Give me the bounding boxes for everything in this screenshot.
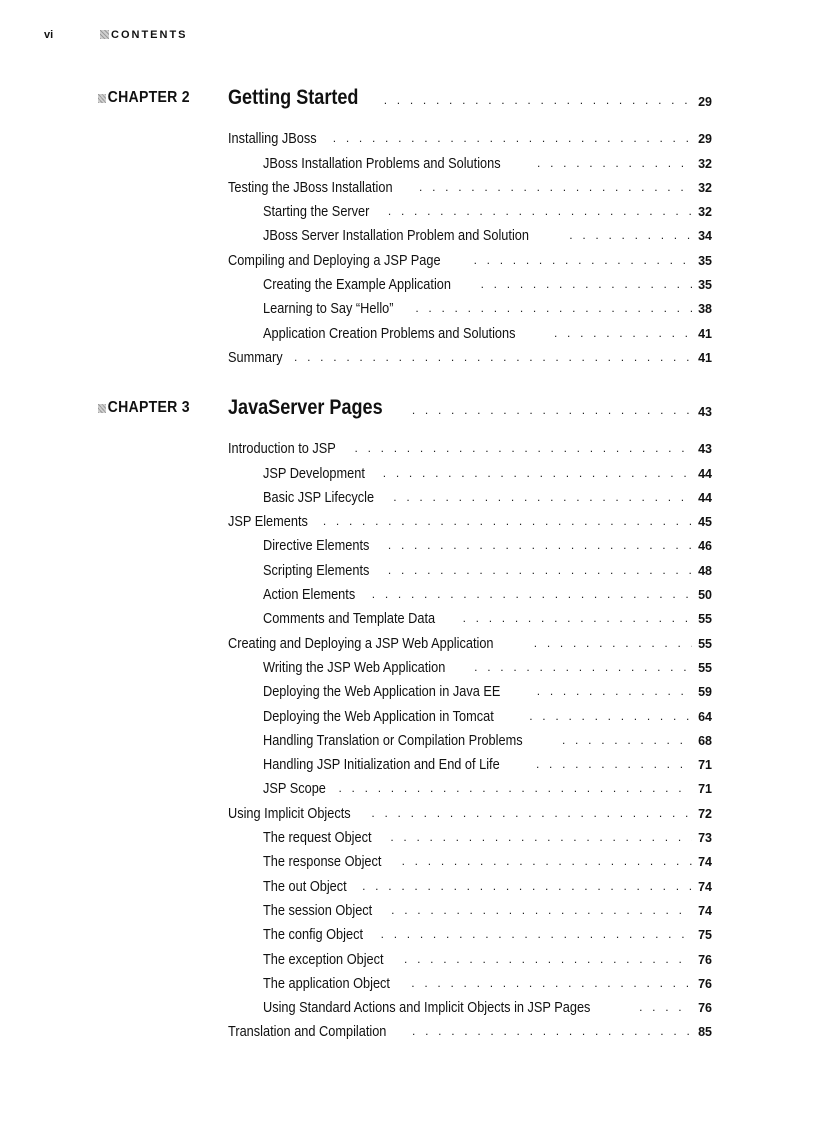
toc-entry-line (263, 700, 712, 724)
toc-entry[interactable] (98, 943, 712, 967)
toc-entry[interactable] (98, 968, 712, 992)
toc-entry-list (98, 433, 712, 1040)
toc-entry-title[interactable]: Handling JSP Initialization and End of Life (263, 757, 500, 774)
toc-entry[interactable] (98, 627, 712, 651)
toc-entry-page-number: 55 (698, 660, 712, 675)
toc-entry-title[interactable]: Creating and Deploying a JSP Web Application (228, 635, 494, 652)
dot-leader (412, 404, 692, 416)
toc-entry[interactable] (98, 797, 712, 821)
toc-entry-title[interactable]: Using Standard Actions and Implicit Objects in JSP Pages (263, 1000, 591, 1017)
toc-entry-line (263, 554, 712, 578)
dot-leader (388, 564, 692, 576)
toc-entry-page-number: 45 (698, 515, 712, 530)
toc-entry-title[interactable]: Basic JSP Lifecycle (263, 489, 375, 506)
toc-entry-line (228, 244, 712, 268)
dot-leader (371, 807, 692, 819)
toc-entry[interactable] (98, 554, 712, 578)
toc-entry-title[interactable]: Writing the JSP Web Application (263, 659, 446, 676)
toc-entry[interactable] (98, 433, 712, 457)
dot-leader (323, 515, 692, 527)
hatched-marker-icon (100, 30, 109, 39)
toc-entry-page-number: 35 (698, 253, 712, 268)
toc-entry-title[interactable]: JSP Scope (263, 781, 326, 798)
toc-entry-title[interactable]: The response Object (263, 854, 382, 871)
chapter-label-text: CHAPTER 3 (107, 399, 190, 416)
toc-entry-title[interactable]: Testing the JBoss Installation (228, 179, 393, 196)
dot-leader (372, 588, 692, 600)
toc-entry-line (263, 530, 712, 554)
toc-entry-title[interactable]: Handling Translation or Compilation Problems (263, 732, 523, 749)
toc-entry-page-number: 64 (698, 709, 712, 724)
toc-entry-title[interactable]: JSP Elements (228, 514, 308, 531)
toc-entry-line (263, 919, 712, 943)
toc-entry-page-number: 59 (698, 685, 712, 700)
toc-entry-title[interactable]: Compiling and Deploying a JSP Page (228, 252, 441, 269)
toc-entry-line (263, 147, 712, 171)
toc-entry-page-number: 76 (698, 1001, 712, 1016)
toc-entry-page-number: 44 (698, 490, 712, 505)
toc-entry-page-number: 73 (698, 831, 712, 846)
dot-leader (381, 928, 692, 940)
toc-entry-page-number: 38 (698, 302, 712, 317)
toc-entry-title[interactable]: JSP Development (263, 465, 365, 482)
toc-entry-title[interactable]: The out Object (263, 878, 347, 895)
dot-leader (390, 831, 692, 843)
toc-entry-line (228, 1016, 712, 1040)
toc-entry-line (263, 870, 712, 894)
chapter-page-number: 43 (698, 405, 712, 419)
toc-entry-line (263, 846, 712, 870)
toc-entry-title[interactable]: Scripting Elements (263, 562, 370, 579)
dot-leader (554, 327, 692, 339)
dot-leader (383, 467, 692, 479)
toc-entry-title[interactable]: JBoss Server Installation Problem and Solution (263, 228, 529, 245)
chapter-title-line (228, 84, 712, 110)
toc-entry-line (263, 676, 712, 700)
chapter-label (98, 89, 190, 107)
dot-leader (562, 734, 692, 746)
toc-entry[interactable] (98, 652, 712, 676)
toc-entry-title[interactable]: Deploying the Web Application in Tomcat (263, 708, 494, 725)
toc-entry-line (263, 269, 712, 293)
toc-entry-page-number: 44 (698, 466, 712, 481)
toc-entry-page-number: 74 (698, 903, 712, 918)
toc-entry[interactable] (98, 846, 712, 870)
toc-entry-line (263, 482, 712, 506)
dot-leader (474, 661, 692, 673)
dot-leader (384, 94, 692, 106)
toc-entry-line (263, 725, 712, 749)
chapter-title-line (228, 394, 712, 420)
dot-leader (463, 612, 692, 624)
toc-entry-page-number: 35 (698, 278, 712, 293)
dot-leader (412, 1025, 692, 1037)
dot-leader (534, 637, 692, 649)
toc-entry-title[interactable]: The config Object (263, 927, 364, 944)
toc-entry-title[interactable]: The session Object (263, 902, 373, 919)
toc-entry[interactable] (98, 342, 712, 366)
hatched-marker-icon (98, 94, 106, 103)
toc-entry[interactable] (98, 457, 712, 481)
toc-entry-page-number: 46 (698, 539, 712, 554)
chapter-section (98, 84, 712, 366)
dot-leader (536, 758, 692, 770)
toc-entry-page-number: 50 (698, 588, 712, 603)
toc-entry-line (263, 293, 712, 317)
toc-entry[interactable] (98, 293, 712, 317)
toc-entry[interactable] (98, 147, 712, 171)
toc-entry-title[interactable]: Introduction to JSP (228, 441, 336, 458)
dot-leader (391, 904, 692, 916)
toc-entry[interactable] (98, 172, 712, 196)
toc-entry-page-number: 32 (698, 180, 712, 195)
dot-leader (474, 254, 692, 266)
toc-entry-line (228, 172, 712, 196)
toc-entry-line (263, 196, 712, 220)
toc-entry-title[interactable]: Installing JBoss (228, 131, 317, 148)
toc-entry-page-number: 34 (698, 229, 712, 244)
toc-entry[interactable] (98, 870, 712, 894)
dot-leader (537, 685, 692, 697)
toc-entry-line (228, 506, 712, 530)
toc-entry[interactable] (98, 822, 712, 846)
running-title (100, 29, 188, 41)
page-number: vi (44, 29, 54, 41)
toc-entry-line (228, 342, 712, 366)
chapter-page-number: 29 (698, 95, 712, 109)
dot-leader (393, 491, 692, 503)
toc-entry-line (263, 992, 712, 1016)
toc-entry[interactable] (98, 700, 712, 724)
toc-entry[interactable] (98, 196, 712, 220)
dot-leader (355, 442, 692, 454)
toc-entry[interactable] (98, 506, 712, 530)
toc-entry[interactable] (98, 244, 712, 268)
toc-entry-line (263, 457, 712, 481)
dot-leader (388, 539, 692, 551)
toc-entry-line (263, 943, 712, 967)
toc-entry-line (263, 603, 712, 627)
toc-entry-page-number: 41 (698, 326, 712, 341)
toc-entry-page-number: 85 (698, 1025, 712, 1040)
dot-leader (294, 351, 692, 363)
toc-entry-line (263, 749, 712, 773)
dot-leader (388, 205, 692, 217)
chapter-title[interactable]: JavaServer Pages (228, 396, 383, 419)
toc-entry-page-number: 48 (698, 563, 712, 578)
toc-entry-title[interactable]: JBoss Installation Problems and Solutions (263, 155, 501, 172)
chapter-heading[interactable] (98, 394, 712, 420)
toc-entry-page-number: 72 (698, 806, 712, 821)
toc-entry-line (263, 773, 712, 797)
dot-leader (404, 953, 692, 965)
dot-leader (415, 302, 692, 314)
toc-entry-page-number: 55 (698, 636, 712, 651)
dot-leader (537, 157, 692, 169)
running-title-text: CONTENTS (111, 29, 188, 41)
toc-entry-title[interactable]: Translation and Compilation (228, 1024, 387, 1041)
dot-leader (419, 181, 692, 193)
toc-entry-title[interactable]: Deploying the Web Application in Java EE (263, 684, 501, 701)
toc-entry[interactable] (98, 269, 712, 293)
dot-leader (639, 1001, 692, 1013)
toc-entry-title[interactable]: Using Implicit Objects (228, 805, 351, 822)
toc-entry[interactable] (98, 530, 712, 554)
toc-entry[interactable] (98, 220, 712, 244)
toc-entry-title[interactable]: The request Object (263, 830, 372, 847)
toc-entry-page-number: 55 (698, 612, 712, 627)
toc-entry[interactable] (98, 1016, 712, 1040)
toc-entry-page-number: 68 (698, 733, 712, 748)
toc-entry[interactable] (98, 919, 712, 943)
toc-entry[interactable] (98, 579, 712, 603)
toc-entry-page-number: 76 (698, 952, 712, 967)
toc-entry-page-number: 74 (698, 879, 712, 894)
toc-entry[interactable] (98, 749, 712, 773)
dot-leader (362, 880, 692, 892)
toc-entry-title[interactable]: Action Elements (263, 587, 356, 604)
dot-leader (481, 278, 692, 290)
dot-leader (338, 782, 692, 794)
dot-leader (402, 855, 692, 867)
toc-entry-line (228, 433, 712, 457)
toc-entry-page-number: 29 (698, 132, 712, 147)
dot-leader (333, 132, 692, 144)
toc-entry-page-number: 32 (698, 156, 712, 171)
toc-entry-line (228, 123, 712, 147)
toc-entry-page-number: 75 (698, 928, 712, 943)
chapter-section (98, 394, 712, 1040)
dot-leader (569, 229, 692, 241)
toc-entry-line (263, 579, 712, 603)
toc-entry-line (228, 627, 712, 651)
toc-entry-line (263, 822, 712, 846)
toc-entry-title[interactable]: Starting the Server (263, 204, 370, 221)
toc-entry[interactable] (98, 992, 712, 1016)
toc-entry[interactable] (98, 603, 712, 627)
toc-entry-title[interactable]: Comments and Template Data (263, 611, 436, 628)
toc-entry-page-number: 32 (698, 205, 712, 220)
toc-entry-line (263, 895, 712, 919)
toc-entry-page-number: 41 (698, 350, 712, 365)
toc-entry-title[interactable]: Summary (228, 349, 283, 366)
dot-leader (411, 977, 692, 989)
toc-entry[interactable] (98, 482, 712, 506)
toc-entry-page-number: 76 (698, 976, 712, 991)
toc-entry-page-number: 71 (698, 758, 712, 773)
toc-entry-line (263, 968, 712, 992)
chapter-heading[interactable] (98, 84, 712, 110)
toc-entry-line (228, 797, 712, 821)
toc-entry-title[interactable]: The application Object (263, 975, 390, 992)
toc-entry-line (263, 317, 712, 341)
toc-entry-title[interactable]: Creating the Example Application (263, 277, 451, 294)
toc-entry[interactable] (98, 725, 712, 749)
hatched-marker-icon (98, 404, 106, 413)
toc-entry-line (263, 220, 712, 244)
toc-entry-title[interactable]: Application Creation Problems and Solutions (263, 325, 516, 342)
chapter-title[interactable]: Getting Started (228, 86, 359, 109)
toc-entry-title[interactable]: Directive Elements (263, 538, 370, 555)
toc-entry-page-number: 71 (698, 782, 712, 797)
toc-entry-page-number: 74 (698, 855, 712, 870)
toc-entry-line (263, 652, 712, 676)
toc-entry[interactable] (98, 676, 712, 700)
toc-entry-page-number: 43 (698, 442, 712, 457)
toc-entry-title[interactable]: Learning to Say “Hello” (263, 301, 394, 318)
toc-entry[interactable] (98, 123, 712, 147)
toc-entry[interactable] (98, 895, 712, 919)
toc-entry-title[interactable]: The exception Object (263, 951, 384, 968)
chapter-label (98, 399, 190, 417)
toc-entry[interactable] (98, 773, 712, 797)
chapter-label-text: CHAPTER 2 (107, 89, 190, 106)
dot-leader (529, 710, 692, 722)
toc-entry-list (98, 123, 712, 366)
toc-entry[interactable] (98, 317, 712, 341)
